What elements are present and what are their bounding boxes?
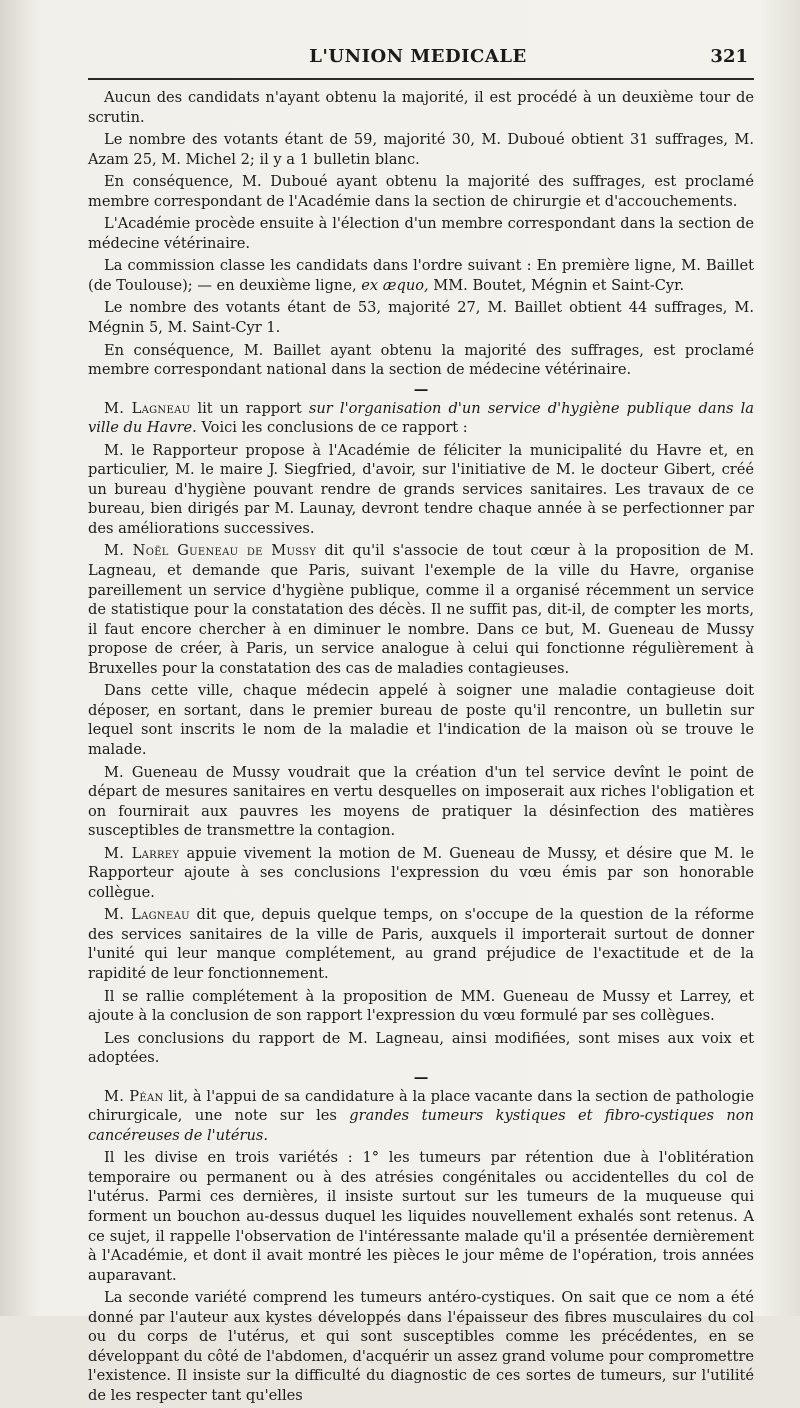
paragraph: La seconde variété comprend les tumeurs antéro-cystiques. On sait que ce nom a été donné par l'auteur aux kystes développés dans l'épaisseur des fibres musculaires du col ou du corps de l'utérus, et qui sont susceptibles comme les précédentes, en se développant du côté de l'abdomen, d'acquérir un assez grand volume pour compromettre l'existence. Il insiste sur la difficulté du diagnostic de ces sortes de tumeurs, sur l'utilité de les respecter tant qu'elles [88, 1289, 754, 1404]
paragraph: Aucun des candidats n'ayant obtenu la majorité, il est procédé à un deuxième tour de scrutin. [88, 89, 754, 126]
note-title: grandes tumeurs kystiques et fibro-cystiques non cancéreuses de l'utérus. [88, 1107, 754, 1144]
paragraph: M. le Rapporteur propose à l'Académie de féliciter la municipalité du Havre et, en particulier, M. le maire J. Siegfried, d'avoir, sur l'initiative de M. le docteur Gibert, créé un bureau d'hygiène pouvant rendre de grands services sanitaires. Les travaux de ce bureau, bien dirigés par M. Launay, devront tendre chaque année à se perfectionner par des améliorations successives. [88, 441, 754, 537]
section-separator: — [413, 1068, 429, 1086]
paragraph: Le nombre des votants étant de 53, majorité 27, M. Baillet obtient 44 suffrages, M. Mégnin 5, M. Saint-Cyr 1. [88, 299, 754, 337]
speaker-name: M. Lagneau [104, 399, 191, 417]
paragraph: En conséquence, M. Baillet ayant obtenu la majorité des suffrages, est proclamé membre correspondant national dans la section de médecine vétérinaire. [88, 341, 754, 379]
paragraph: Dans cette ville, chaque médecin appelé à soigner une maladie contagieuse doit déposer, en sortant, dans le premier bureau de poste qu'il rencontre, un bulletin sur lequel sont inscrits le nom de la maladie et l'indication de la maison où se trouve le malade. [88, 682, 754, 758]
page-number: 321 [710, 46, 748, 67]
speaker-name: M. Lagneau [104, 906, 190, 924]
paragraph: Le nombre des votants étant de 59, majorité 30, M. Duboué obtient 31 suffrages, M. Azam 25, M. Michel 2; il y a 1 bulletin blanc. [88, 131, 754, 168]
paragraph [88, 844, 754, 903]
running-title: L'UNION MEDICALE [309, 46, 527, 67]
paragraph-text: lit, à l'appui de sa candidature à la place vacante dans la section de pathologie chirurgicale, une note sur les [88, 1087, 754, 1125]
speaker-name: M. Noël Gueneau de Mussy [104, 542, 317, 560]
paragraph-text: Voici les conclusions de ce rapport : [196, 419, 468, 437]
report-title: sur l'organisation d'un service d'hygiène publique dans la ville du Havre. [88, 399, 754, 437]
page-header [88, 46, 748, 72]
paragraph [88, 541, 754, 678]
paragraph: En conséquence, M. Duboué ayant obtenu la majorité des suffrages, est proclamé membre correspondant de l'Académie dans la section de chirurgie et d'accouchements. [88, 173, 754, 210]
paragraph [88, 399, 754, 438]
paragraph-italic: ex æquo, [361, 276, 429, 294]
paragraph: M. Gueneau de Mussy voudrait que la création d'un tel service devînt le point de départ de mesures sanitaires en vertu desquelles on imposerait aux riches l'obligation et on fournirait aux pauvres les moyens de pratiquer la désinfection des matières susceptibles de transmettre la contagion. [88, 763, 754, 840]
paragraph: Les conclusions du rapport de M. Lagneau, ainsi modifiées, sont mises aux voix et adoptées. [88, 1029, 754, 1067]
paragraph-text: dit qu'il s'associe de tout cœur à la proposition de M. Lagneau, et demande que Paris, suivant l'exemple de la ville du Havre, organise pareillement un service d'hygiène publique, comme il a organisé récemment un service de statistique pour la constatation des décès. Il ne suffit pas, dit-il, de compter les morts, il faut encore chercher à en diminuer le nombre. Dans ce but, M. Gueneau de Mussy propose de créer, à Paris, un service analogue à celui qui fonctionne régulièrement à Bruxelles pour la constatation des cas de maladies contagieuses. [88, 542, 754, 677]
paragraph-text: dit que, depuis quelque temps, on s'occupe de la question de la réforme des services sanitaires de la ville de Paris, auxquels il importerait surtout de donner l'unité qui leur manque complétement, au grand préjudice de l'exactitude et de la rapidité de leur fonctionnement. [88, 906, 755, 982]
paragraph: Il les divise en trois variétés : 1° les tumeurs par rétention due à l'oblitération temporaire ou permanent ou à des atrésies congénitales ou accidentelles du col de l'utérus. Parmi ces dernières, il insiste surtout sur les tumeurs de la muqueuse qui forment un bouchon au-dessus duquel les liquides nouvellement exhalés sont retenus. A ce sujet, il rappelle l'observation de l'intéressante malade qu'il a présentée dernièrement à l'Académie, et dont il avait montré les pièces le jour même de l'opération, trois années auparavant. [88, 1149, 754, 1284]
speaker-name: M. Péan [104, 1087, 164, 1105]
paragraph-text: appuie vivement la motion de M. Gueneau de Mussy, et désire que M. le Rapporteur ajoute à ses conclusions l'expression du vœu émis par son honorable collègue. [88, 844, 754, 901]
paragraph [88, 1087, 754, 1146]
paragraph-text: La commission classe les candidats dans l'ordre suivant : En première ligne, M. Baillet (de Toulouse); — en deuxième ligne, [88, 257, 754, 294]
paragraph-text: lit un rapport [190, 399, 309, 417]
paragraph-text: MM. Boutet, Mégnin et Saint-Cyr. [428, 276, 685, 294]
paragraph [88, 905, 754, 983]
speaker-name: M. Larrey [104, 844, 180, 862]
paragraph [88, 256, 754, 295]
paragraph: L'Académie procède ensuite à l'élection d'un membre correspondant dans la section de médecine vétérinaire. [88, 215, 754, 252]
paragraph: Il se rallie complétement à la proposition de MM. Gueneau de Mussy et Larrey, et ajoute à la conclusion de son rapport l'expression du vœu formulé par ses collègues. [88, 987, 754, 1025]
body-text [88, 88, 754, 1408]
header-rule [88, 78, 754, 80]
section-separator: — [413, 380, 429, 398]
